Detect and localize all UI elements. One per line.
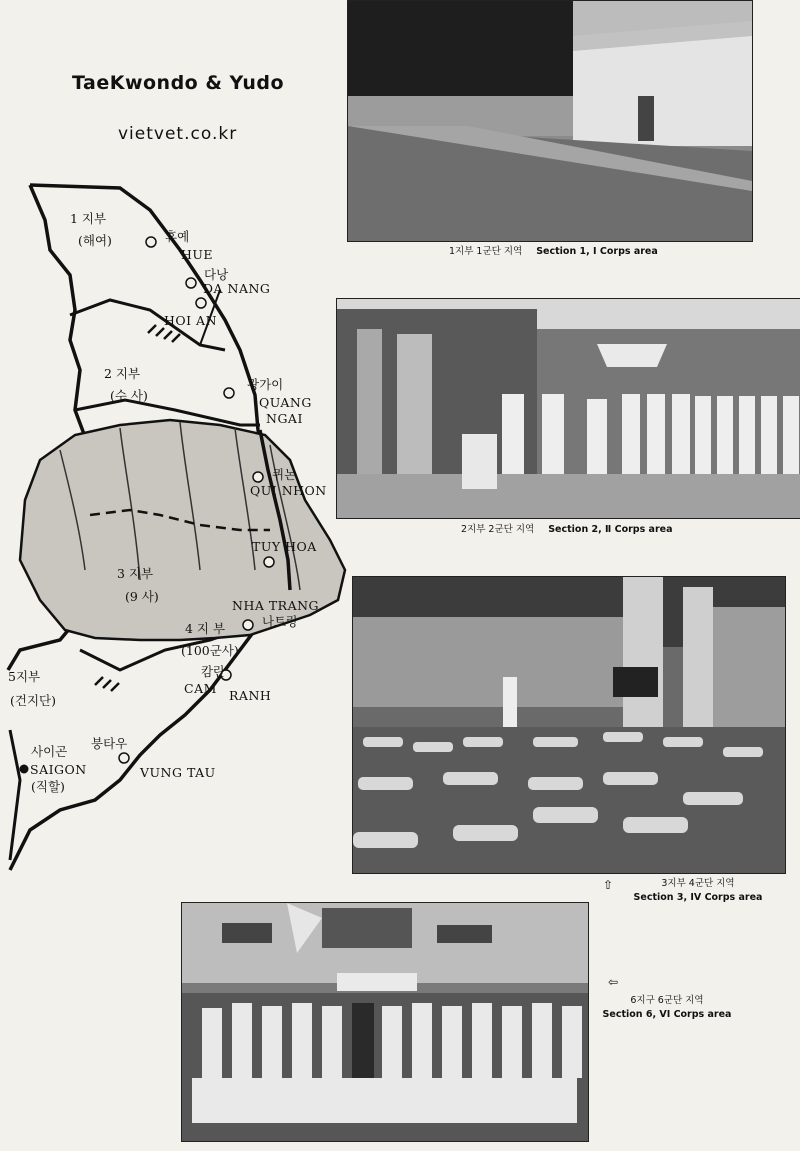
caption-section1: [449, 243, 658, 257]
caption-section6: [602, 994, 732, 1022]
city-saigon-ko: 사이곤: [31, 744, 68, 759]
city-quangngai-en2: NGAI: [266, 411, 303, 426]
region-4-sub: (100군사): [181, 643, 239, 658]
city-vungtau-ko: 붕타우: [91, 736, 128, 751]
photo-section3-training-hall: [352, 576, 786, 874]
city-vungtau-en: VUNG TAU: [140, 765, 216, 780]
city-camranh-ko: 캄란: [201, 664, 226, 679]
region-3-sub: (9 사): [125, 589, 159, 604]
region-5-sub: (건지단): [10, 693, 56, 708]
region-3-label: 3 지부: [117, 566, 154, 581]
city-quinhon-en: QUI NHON: [250, 483, 327, 498]
city-quangngai-ko: 광가이: [247, 377, 284, 392]
city-camranh-en2: RANH: [229, 688, 272, 703]
caption-section3-en: Section 3, IV Corps area: [633, 891, 763, 903]
caption-section1-en: Section 1, Ⅰ Corps area: [536, 246, 658, 257]
city-quangngai-en1: QUANG: [259, 395, 312, 410]
city-danang-en: DA NANG: [203, 281, 271, 296]
arrow-up-icon: ⇧: [603, 878, 614, 892]
city-saigon-sub: (직할): [31, 779, 65, 794]
vietnam-map: [0, 170, 360, 900]
region-1-sub: (해여): [78, 233, 112, 248]
caption-section2: [461, 521, 673, 535]
photo-section6-group: [181, 902, 589, 1142]
caption-section1-ko: 1지부 1군단 지역: [449, 246, 523, 257]
city-nhatrang-ko: 나트랑: [262, 614, 299, 629]
region-4-label: 4 지 부: [185, 621, 226, 636]
page-title: TaeKwondo & Yudo: [72, 72, 285, 94]
city-hue-en: HUE: [181, 247, 214, 262]
arrow-left-icon: ⇦: [608, 975, 619, 989]
region-2-label: 2 지부: [104, 366, 141, 381]
caption-section3-ko: 3지부 4군단 지역: [661, 878, 735, 889]
region-2-sub: (수 사): [110, 388, 148, 403]
city-tuyhoa-en: TUY HOA: [252, 539, 317, 554]
region-5-label: 5지부: [8, 669, 41, 684]
site-url: vietvet.co.kr: [118, 124, 238, 144]
caption-section2-ko: 2지부 2군단 지역: [461, 524, 535, 535]
photo-section2-lineup: [336, 298, 800, 519]
caption-section6-ko: 6지구 6군단 지역: [630, 995, 704, 1006]
city-nhatrang-en: NHA TRANG: [232, 598, 320, 613]
region-1-label: 1 지부: [70, 211, 107, 226]
caption-section6-en: Section 6, VI Corps area: [602, 1008, 732, 1020]
caption-section2-en: Section 2, Ⅱ Corps area: [548, 524, 673, 535]
city-saigon-en: SAIGON: [30, 762, 87, 777]
city-camranh-en1: CAM: [184, 681, 217, 696]
city-hue-ko: 휴예: [165, 229, 190, 244]
city-quinhon-ko: 퀴논: [272, 467, 297, 482]
city-hoian-en: HOI AN: [164, 313, 218, 328]
photo-section1-building: [347, 0, 753, 242]
caption-section3: [628, 877, 768, 905]
city-danang-ko: 다낭: [204, 267, 229, 282]
